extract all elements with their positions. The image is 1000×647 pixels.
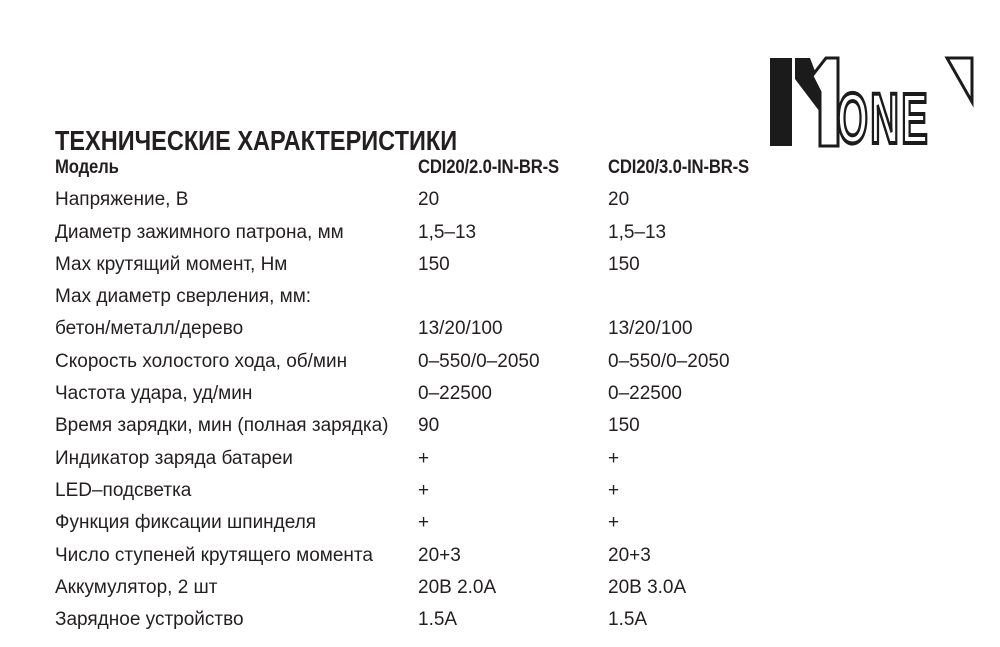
- table-row: [55, 313, 985, 345]
- spec-value-model2: 0–22500: [608, 383, 682, 405]
- spec-label: Зарядное устройство: [55, 609, 244, 631]
- table-row: [55, 281, 985, 313]
- spec-value-model2: 20+3: [608, 544, 651, 566]
- spec-label: Индикатор заряда батареи: [55, 447, 293, 469]
- spec-label: Аккумулятор, 2 шт: [55, 576, 218, 598]
- spec-value-model1: 20В 2.0А: [418, 576, 497, 598]
- svg-text:ONE: ONE: [837, 80, 930, 152]
- spec-value-model2: 1.5А: [608, 609, 648, 631]
- table-row: [55, 217, 985, 249]
- spec-label: Напряжение, В: [55, 189, 189, 211]
- apostrophe-mark-icon: [947, 58, 972, 102]
- spec-label: бетон/металл/дерево: [55, 318, 244, 340]
- spec-value-model1: +: [418, 447, 430, 469]
- spec-label: Число ступеней крутящего момента: [55, 544, 373, 566]
- spec-value-model2: +: [608, 512, 620, 534]
- spec-label: Мах диаметр сверления, мм:: [55, 286, 312, 308]
- spec-value-model1: 1.5А: [418, 609, 458, 631]
- spec-value-model2: 1,5–13: [608, 221, 667, 243]
- spec-label: LED–подсветка: [55, 479, 192, 501]
- table-row: [55, 346, 985, 378]
- table-row: [55, 540, 985, 572]
- spec-value-model2: 150: [608, 415, 640, 437]
- table-row: [55, 475, 985, 507]
- wordmark-one: [837, 80, 930, 152]
- table-header-row: [55, 152, 985, 184]
- spec-value-model2: +: [608, 447, 620, 469]
- table-row: [55, 184, 985, 216]
- spec-table: [55, 152, 985, 636]
- n1-mark-icon: [770, 58, 838, 146]
- brand-logo: [770, 52, 976, 152]
- spec-value-model1: 0–22500: [418, 383, 492, 405]
- spec-value-model2: 0–550/0–2050: [608, 350, 730, 372]
- spec-value-model2: 20: [608, 189, 630, 211]
- spec-label: Время зарядки, мин (полная зарядка): [55, 415, 389, 437]
- spec-label: Скорость холостого хода, об/мин: [55, 350, 348, 372]
- model-name-1: CDI20/2.0-IN-BR-S: [418, 157, 560, 178]
- spec-label: Диаметр зажимного патрона, мм: [55, 221, 344, 243]
- spec-value-model1: 20+3: [418, 544, 461, 566]
- table-row: [55, 443, 985, 475]
- spec-label: Функция фиксации шпинделя: [55, 512, 317, 534]
- spec-value-model1: 150: [418, 253, 450, 275]
- spec-value-model1: 0–550/0–2050: [418, 350, 540, 372]
- table-row: [55, 410, 985, 442]
- spec-value-model1: 90: [418, 415, 440, 437]
- table-row: [55, 378, 985, 410]
- page-title: ТЕХНИЧЕСКИЕ ХАРАКТЕРИСТИКИ: [55, 124, 458, 156]
- spec-label: Мах крутящий момент, Нм: [55, 253, 288, 275]
- table-row: [55, 249, 985, 281]
- spec-value-model2: 150: [608, 253, 640, 275]
- table-row: [55, 507, 985, 539]
- spec-value-model1: +: [418, 512, 430, 534]
- table-row: [55, 572, 985, 604]
- spec-value-model2: 20В 3.0А: [608, 576, 687, 598]
- spec-label: Частота удара, уд/мин: [55, 383, 253, 405]
- model-header-label: Модель: [55, 157, 119, 178]
- spec-value-model1: 20: [418, 189, 440, 211]
- spec-value-model1: +: [418, 479, 430, 501]
- table-row: [55, 604, 985, 636]
- spec-value-model2: 13/20/100: [608, 318, 693, 340]
- spec-value-model1: 1,5–13: [418, 221, 477, 243]
- spec-value-model2: +: [608, 479, 620, 501]
- spec-value-model1: 13/20/100: [418, 318, 503, 340]
- model-name-2: CDI20/3.0-IN-BR-S: [608, 157, 750, 178]
